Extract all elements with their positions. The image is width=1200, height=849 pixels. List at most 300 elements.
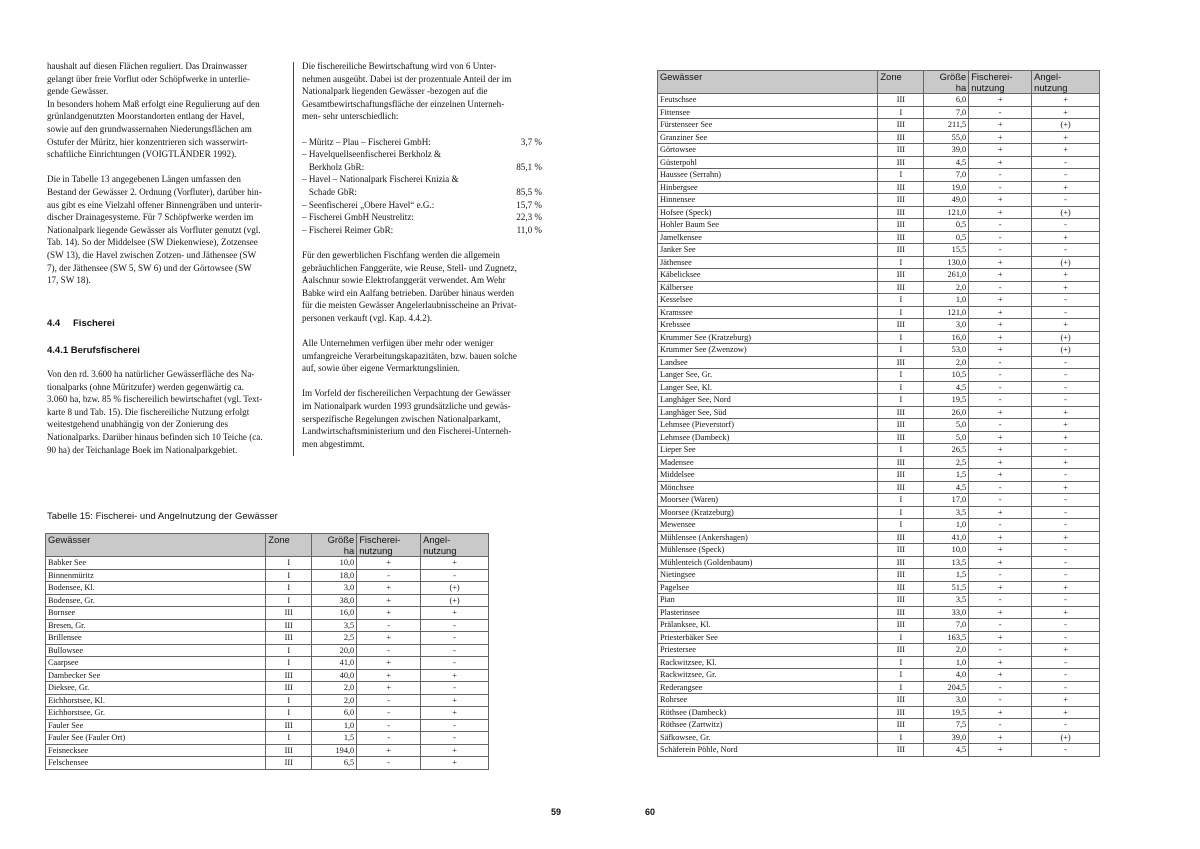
cell-groesse: 5,0 [924,419,969,432]
table-row [46,744,489,757]
cell-fischereinutzung: + [969,194,1032,207]
cell-zone: III [878,544,924,557]
text-line: Die in Tabelle 13 angegebenen Längen umfassen den [47,174,241,185]
text-line: 17, SW 18). [47,275,91,286]
cell-fischereinutzung: + [357,657,421,670]
cell-angelnutzung: - [1032,294,1100,307]
cell-groesse: 15,5 [924,244,969,257]
text-line: In besonders hohem Maß erfolgt eine Regulierung auf den [47,98,260,109]
cell-groesse: 33,0 [924,606,969,619]
cell-zone: I [878,506,924,519]
section-title: Fischerei [73,318,115,329]
cell-fischereinutzung: + [969,456,1032,469]
text-line: nehmen ausgeübt. Dabei ist der prozentuale Anteil der im [302,73,512,84]
cell-zone: III [878,581,924,594]
cell-groesse: 4,5 [924,744,969,757]
cell-groesse: 2,0 [924,281,969,294]
cell-zone: I [878,494,924,507]
paragraph-bewirtschaftung [302,60,542,123]
table-row [46,682,489,695]
cell-groesse: 121,0 [924,306,969,319]
cell-angelnutzung: - [1032,244,1100,257]
cell-groesse: 49,0 [924,194,969,207]
table-row [658,231,1100,244]
cell-zone: I [878,631,924,644]
cell-gewaesser: Krummer See (Zwenzow) [658,344,878,357]
enterprise-list [302,136,542,237]
cell-zone: III [266,607,312,620]
cell-groesse: 51,5 [924,581,969,594]
cell-fischereinutzung: - [969,231,1032,244]
cell-gewaesser: Fittensee [658,106,878,119]
cell-fischereinutzung: + [357,594,421,607]
table-row [658,619,1100,632]
cell-groesse: 7,0 [924,169,969,182]
cell-angelnutzung: - [1032,469,1100,482]
paragraph-berufsfischerei [47,368,283,456]
cell-zone: III [878,706,924,719]
cell-fischereinutzung: + [969,144,1032,157]
enterprise-name: – Müritz – Plau – Fischerei GmbH: [302,136,431,147]
cell-zone: III [878,406,924,419]
cell-angelnutzung: - [421,732,489,745]
enterprise-name: – Seenfischerei „Obere Havel“ e.G.: [302,199,435,210]
cell-angelnutzung: - [1032,569,1100,582]
cell-gewaesser: Binnenmüritz [46,569,266,582]
header-fischereinutzung: Fischerei- nutzung [969,71,1032,94]
cell-zone: III [878,619,924,632]
cell-gewaesser: Mewensee [658,519,878,532]
cell-gewaesser: Jamelkensee [658,231,878,244]
cell-zone: I [266,557,312,570]
table-row [658,444,1100,457]
cell-gewaesser: Krebssee [658,319,878,332]
text-line: Die fischereiliche Bewirtschaftung wird von 6 Unter- [302,61,497,71]
text-line: 7), der Jäthensee (SW 5, SW 6) und der Görtowsee (SW [47,262,252,273]
table-row [658,381,1100,394]
cell-groesse: 41,0 [312,657,357,670]
text-line: gebräuchlichen Fanggeräte, wie Reuse, Stell- und Zugnetz, [302,262,517,273]
cell-groesse: 38,0 [312,594,357,607]
cell-angelnutzung: + [421,607,489,620]
text-line: 90 ha) der Teichanlage Boek im Nationalparkgebiet. [47,444,238,455]
cell-fischereinutzung: + [969,731,1032,744]
cell-fischereinutzung: + [969,631,1032,644]
cell-fischereinutzung: + [969,531,1032,544]
cell-angelnutzung: - [1032,381,1100,394]
cell-gewaesser: Langer See, Kl. [658,381,878,394]
cell-angelnutzung: + [1032,269,1100,282]
table-row [658,481,1100,494]
cell-angelnutzung: (+) [1032,119,1100,132]
table-row [658,169,1100,182]
cell-angelnutzung: - [421,682,489,695]
cell-groesse: 18,0 [312,569,357,582]
cell-zone: III [878,481,924,494]
table-row [658,369,1100,382]
cell-zone: III [266,682,312,695]
cell-fischereinutzung: + [969,506,1032,519]
cell-groesse: 130,0 [924,256,969,269]
cell-groesse: 41,0 [924,531,969,544]
cell-zone: I [878,394,924,407]
paragraph-fanggeraete [302,249,542,325]
enterprise-list-item [302,148,542,161]
cell-angelnutzung: + [1032,606,1100,619]
cell-groesse: 0,5 [924,219,969,232]
cell-angelnutzung: + [421,694,489,707]
table-row [46,569,489,582]
text-line: karte 8 und Tab. 15). Die fischereiliche Nutzung erfolgt [47,406,250,417]
table-row [658,119,1100,132]
table-row [658,606,1100,619]
cell-zone: I [266,707,312,720]
cell-groesse: 4,5 [924,381,969,394]
text-line: grünlandgenutzten Moorstandorten entlang der Havel, [47,111,245,122]
text-line: Aalschnur sowie Elektrofanggerät verwendet. Am Wehr [302,275,506,286]
cell-angelnutzung: + [421,669,489,682]
paragraph-lengths [47,173,283,286]
enterprise-list-item [302,136,542,149]
cell-gewaesser: Rohrsee [658,694,878,707]
cell-fischereinutzung: - [969,169,1032,182]
cell-groesse: 10,0 [924,544,969,557]
table-caption: Tabelle 15: Fischerei- und Angelnutzung der Gewässer [47,511,278,522]
cell-fischereinutzung: - [969,694,1032,707]
cell-gewaesser: Granziner See [658,131,878,144]
cell-zone: III [878,269,924,282]
table-row [46,644,489,657]
table-row [658,406,1100,419]
cell-angelnutzung: - [1032,656,1100,669]
cell-zone: III [878,469,924,482]
cell-groesse: 53,0 [924,344,969,357]
table-row [658,206,1100,219]
cell-fischereinutzung: - [357,707,421,720]
cell-gewaesser: Rackwitzsee, Kl. [658,656,878,669]
cell-zone: III [266,744,312,757]
text-line: Nationalpark liegenden Gewässer -bezogen auf die [302,86,488,97]
cell-fischereinutzung: + [969,269,1032,282]
cell-groesse: 3,5 [312,619,357,632]
cell-fischereinutzung: - [969,519,1032,532]
cell-fischereinutzung: - [357,619,421,632]
enterprise-name: Schade GbR: [302,186,358,197]
table-row [658,394,1100,407]
cell-groesse: 7,0 [924,106,969,119]
cell-angelnutzung: + [421,744,489,757]
table-row [46,657,489,670]
text-line: Tab. 14). So der Middelsee (SW Diekenwiese), Zotzensee [47,237,258,248]
cell-groesse: 1,0 [924,656,969,669]
cell-angelnutzung: - [1032,169,1100,182]
header-groesse: Größe ha [312,534,357,557]
text-line: schaftliche Einrichtungen (VOIGTLÄNDER 1992). [47,149,237,160]
enterprise-name: – Havelquellseenfischerei Berkholz & [302,149,442,160]
text-line: Gesamtbewirtschaftungsfläche der einzelnen Unterneh- [302,98,505,109]
cell-zone: I [878,444,924,457]
cell-zone: III [878,644,924,657]
enterprise-name: – Havel – Nationalpark Fischerei Knizia & [302,174,459,185]
cell-gewaesser: Brillensee [46,632,266,645]
cell-gewaesser: Röthsee (Zartwitz) [658,719,878,732]
text-line: men- sehr unterschiedlich: [302,111,399,122]
header-zone: Zone [266,534,312,557]
table-row [658,306,1100,319]
cell-angelnutzung: - [1032,519,1100,532]
cell-gewaesser: Langhäger See, Süd [658,406,878,419]
cell-gewaesser: Janker See [658,244,878,257]
cell-fischereinutzung: - [969,719,1032,732]
table-row [658,144,1100,157]
cell-gewaesser: Görtowsee [658,144,878,157]
cell-groesse: 13,5 [924,556,969,569]
cell-groesse: 7,0 [924,619,969,632]
table-row [658,331,1100,344]
cell-groesse: 261,0 [924,269,969,282]
enterprise-list-item [302,211,542,224]
cell-angelnutzung: - [1032,594,1100,607]
cell-angelnutzung: (+) [421,594,489,607]
cell-zone: III [878,556,924,569]
text-line: Landwirtschaftsministerium und den Fischerei-Unterneh- [302,426,512,437]
cell-gewaesser: Middelsee [658,469,878,482]
table-row [658,681,1100,694]
text-line: Für den gewerblichen Fischfang werden die allgemein [302,249,500,260]
cell-groesse: 2,0 [312,694,357,707]
table-row [658,731,1100,744]
cell-gewaesser: Pian [658,594,878,607]
cell-fischereinutzung: + [969,406,1032,419]
section-heading-berufsfischerei [47,345,140,356]
table-row [46,557,489,570]
cell-gewaesser: Caarpsee [46,657,266,670]
cell-angelnutzung: - [1032,681,1100,694]
table-row [658,644,1100,657]
cell-zone: III [878,419,924,432]
cell-gewaesser: Jäthensee [658,256,878,269]
cell-zone: III [878,594,924,607]
cell-zone: I [878,106,924,119]
cell-fischereinutzung: + [969,294,1032,307]
cell-fischereinutzung: + [969,581,1032,594]
cell-fischereinutzung: + [357,632,421,645]
table-row [658,131,1100,144]
cell-angelnutzung: + [1032,706,1100,719]
cell-angelnutzung: - [1032,719,1100,732]
cell-zone: I [878,519,924,532]
cell-zone: III [878,356,924,369]
cell-fischereinutzung: - [357,757,421,770]
text-line: auf, sowie über eigene Vermarktungslinien. [302,363,460,374]
cell-groesse: 39,0 [924,731,969,744]
text-line: Babke wird ein Aalfang betrieben. Darüber hinaus werden [302,287,515,298]
cell-angelnutzung: + [1032,481,1100,494]
cell-fischereinutzung: + [969,469,1032,482]
header-fischereinutzung: Fischerei- nutzung [357,534,421,557]
cell-angelnutzung: - [1032,194,1100,207]
header-gewaesser: Gewässer [46,534,266,557]
cell-groesse: 2,5 [312,632,357,645]
header-zone: Zone [878,71,924,94]
cell-gewaesser: Moorsee (Waren) [658,494,878,507]
cell-zone: III [878,231,924,244]
cell-fischereinutzung: + [969,256,1032,269]
cell-groesse: 19,0 [924,181,969,194]
cell-angelnutzung: - [1032,444,1100,457]
cell-gewaesser: Moorsee (Kratzeburg) [658,506,878,519]
cell-groesse: 2,5 [924,456,969,469]
table-row [658,419,1100,432]
table-row [46,732,489,745]
cell-angelnutzung: - [1032,356,1100,369]
cell-zone: III [878,531,924,544]
cell-fischereinutzung: - [969,594,1032,607]
cell-gewaesser: Fauler See (Fauler Ort) [46,732,266,745]
cell-zone: III [878,431,924,444]
cell-angelnutzung: - [421,719,489,732]
cell-fischereinutzung: - [969,381,1032,394]
text-line: Bestand der Gewässer 2. Ordnung (Vorfluter), darüber hin- [47,186,262,197]
table-row [658,469,1100,482]
cell-gewaesser: Hohler Baum See [658,219,878,232]
cell-angelnutzung: - [1032,306,1100,319]
cell-angelnutzung: + [1032,406,1100,419]
cell-zone: I [878,344,924,357]
table-row [46,669,489,682]
table-row [658,706,1100,719]
text-line: Nationalpark liegende Gewässer als Vorfluter genutzt (vgl. [47,224,261,235]
cell-gewaesser: Rackwitzsee, Gr. [658,669,878,682]
table-row [658,744,1100,757]
cell-angelnutzung: - [1032,744,1100,757]
cell-groesse: 6,0 [312,707,357,720]
table-row [46,594,489,607]
cell-groesse: 19,5 [924,394,969,407]
cell-groesse: 5,0 [924,431,969,444]
cell-fischereinutzung: - [969,369,1032,382]
table-row [658,344,1100,357]
cell-zone: I [266,694,312,707]
cell-groesse: 39,0 [924,144,969,157]
enterprise-list-item [302,186,542,199]
cell-groesse: 121,0 [924,206,969,219]
table-row [658,506,1100,519]
cell-angelnutzung: - [421,657,489,670]
cell-groesse: 211,5 [924,119,969,132]
cell-fischereinutzung: - [357,569,421,582]
cell-fischereinutzung: + [969,119,1032,132]
text-line: men abgestimmt. [302,438,365,449]
table-header-row [658,71,1100,94]
cell-gewaesser: Bornsee [46,607,266,620]
cell-groesse: 1,5 [924,569,969,582]
cell-zone: I [266,644,312,657]
cell-groesse: 3,5 [924,506,969,519]
text-line: Von den rd. 3.600 ha natürlicher Gewässerfläche des Na- [47,369,255,379]
cell-fischereinutzung: + [357,607,421,620]
column-divider [293,62,294,456]
cell-gewaesser: Mühlensee (Speck) [658,544,878,557]
table-row [658,156,1100,169]
cell-fischereinutzung: + [969,94,1032,107]
cell-groesse: 2,0 [924,356,969,369]
cell-zone: III [266,632,312,645]
table-row [658,519,1100,532]
cell-gewaesser: Bresen, Gr. [46,619,266,632]
table-row [46,719,489,732]
cell-gewaesser: Dambecker See [46,669,266,682]
enterprise-share: 22,3 % [516,212,542,223]
cell-gewaesser: Landsee [658,356,878,369]
cell-gewaesser: Haussee (Serrahn) [658,169,878,182]
cell-groesse: 16,0 [924,331,969,344]
cell-gewaesser: Güsterpohl [658,156,878,169]
cell-gewaesser: Lehmsee (Pieverstorf) [658,419,878,432]
text-line: haushalt auf diesen Flächen reguliert. Das Drainwasser [47,61,248,71]
cell-groesse: 1,5 [312,732,357,745]
cell-gewaesser: Säfkowsee, Gr. [658,731,878,744]
text-line: serspezifische Regelungen zwischen Nationalparkamt, [302,413,501,424]
cell-angelnutzung: + [1032,581,1100,594]
cell-groesse: 1,0 [312,719,357,732]
text-line: umfangreiche Verarbeitungskapazitäten, bzw. bauen solche [302,350,517,361]
cell-gewaesser: Bodensee, Gr. [46,594,266,607]
cell-zone: III [878,194,924,207]
cell-gewaesser: Lehmsee (Dambeck) [658,431,878,444]
enterprise-list-item [302,173,542,186]
text-line: gende Gewässer. [47,86,109,97]
cell-fischereinutzung: + [357,744,421,757]
cell-fischereinutzung: - [969,219,1032,232]
cell-zone: III [878,456,924,469]
text-line: Alle Unternehmen verfügen über mehr oder weniger [302,338,494,349]
table-row [658,106,1100,119]
cell-groesse: 3,5 [924,594,969,607]
cell-angelnutzung: (+) [1032,344,1100,357]
cell-gewaesser: Krummer See (Kratzeburg) [658,331,878,344]
paragraph-drainage [47,60,283,161]
text-line: gelangt über freie Vorflut oder Schöpfwerke in unterlie- [47,73,250,84]
cell-groesse: 0,5 [924,231,969,244]
cell-angelnutzung: + [1032,419,1100,432]
header-gewaesser: Gewässer [658,71,878,94]
enterprise-list-item [302,199,542,212]
cell-fischereinutzung: + [969,306,1032,319]
enterprise-name: Berkholz GbR: [302,161,365,172]
cell-angelnutzung: + [1032,231,1100,244]
cell-gewaesser: Rederangsee [658,681,878,694]
cell-zone: III [878,181,924,194]
text-line: für die meisten Gewässer Angelerlaubnisscheine an Privat- [302,300,517,311]
page-number-right: 60 [645,807,656,817]
table-row [46,582,489,595]
cell-groesse: 1,0 [924,519,969,532]
cell-groesse: 10,5 [924,369,969,382]
cell-fischereinutzung: + [357,682,421,695]
cell-angelnutzung: - [1032,506,1100,519]
cell-gewaesser: Mühlensee (Ankershagen) [658,531,878,544]
cell-groesse: 19,5 [924,706,969,719]
cell-gewaesser: Mönchsee [658,481,878,494]
text-column-left [47,60,283,299]
section-heading-fischerei [47,318,115,329]
cell-zone: III [878,156,924,169]
cell-fischereinutzung: + [969,744,1032,757]
cell-zone: III [266,719,312,732]
fishing-table-left [45,533,489,770]
text-line: weitestgehend unabhängig von der Zonierung des [47,419,229,430]
